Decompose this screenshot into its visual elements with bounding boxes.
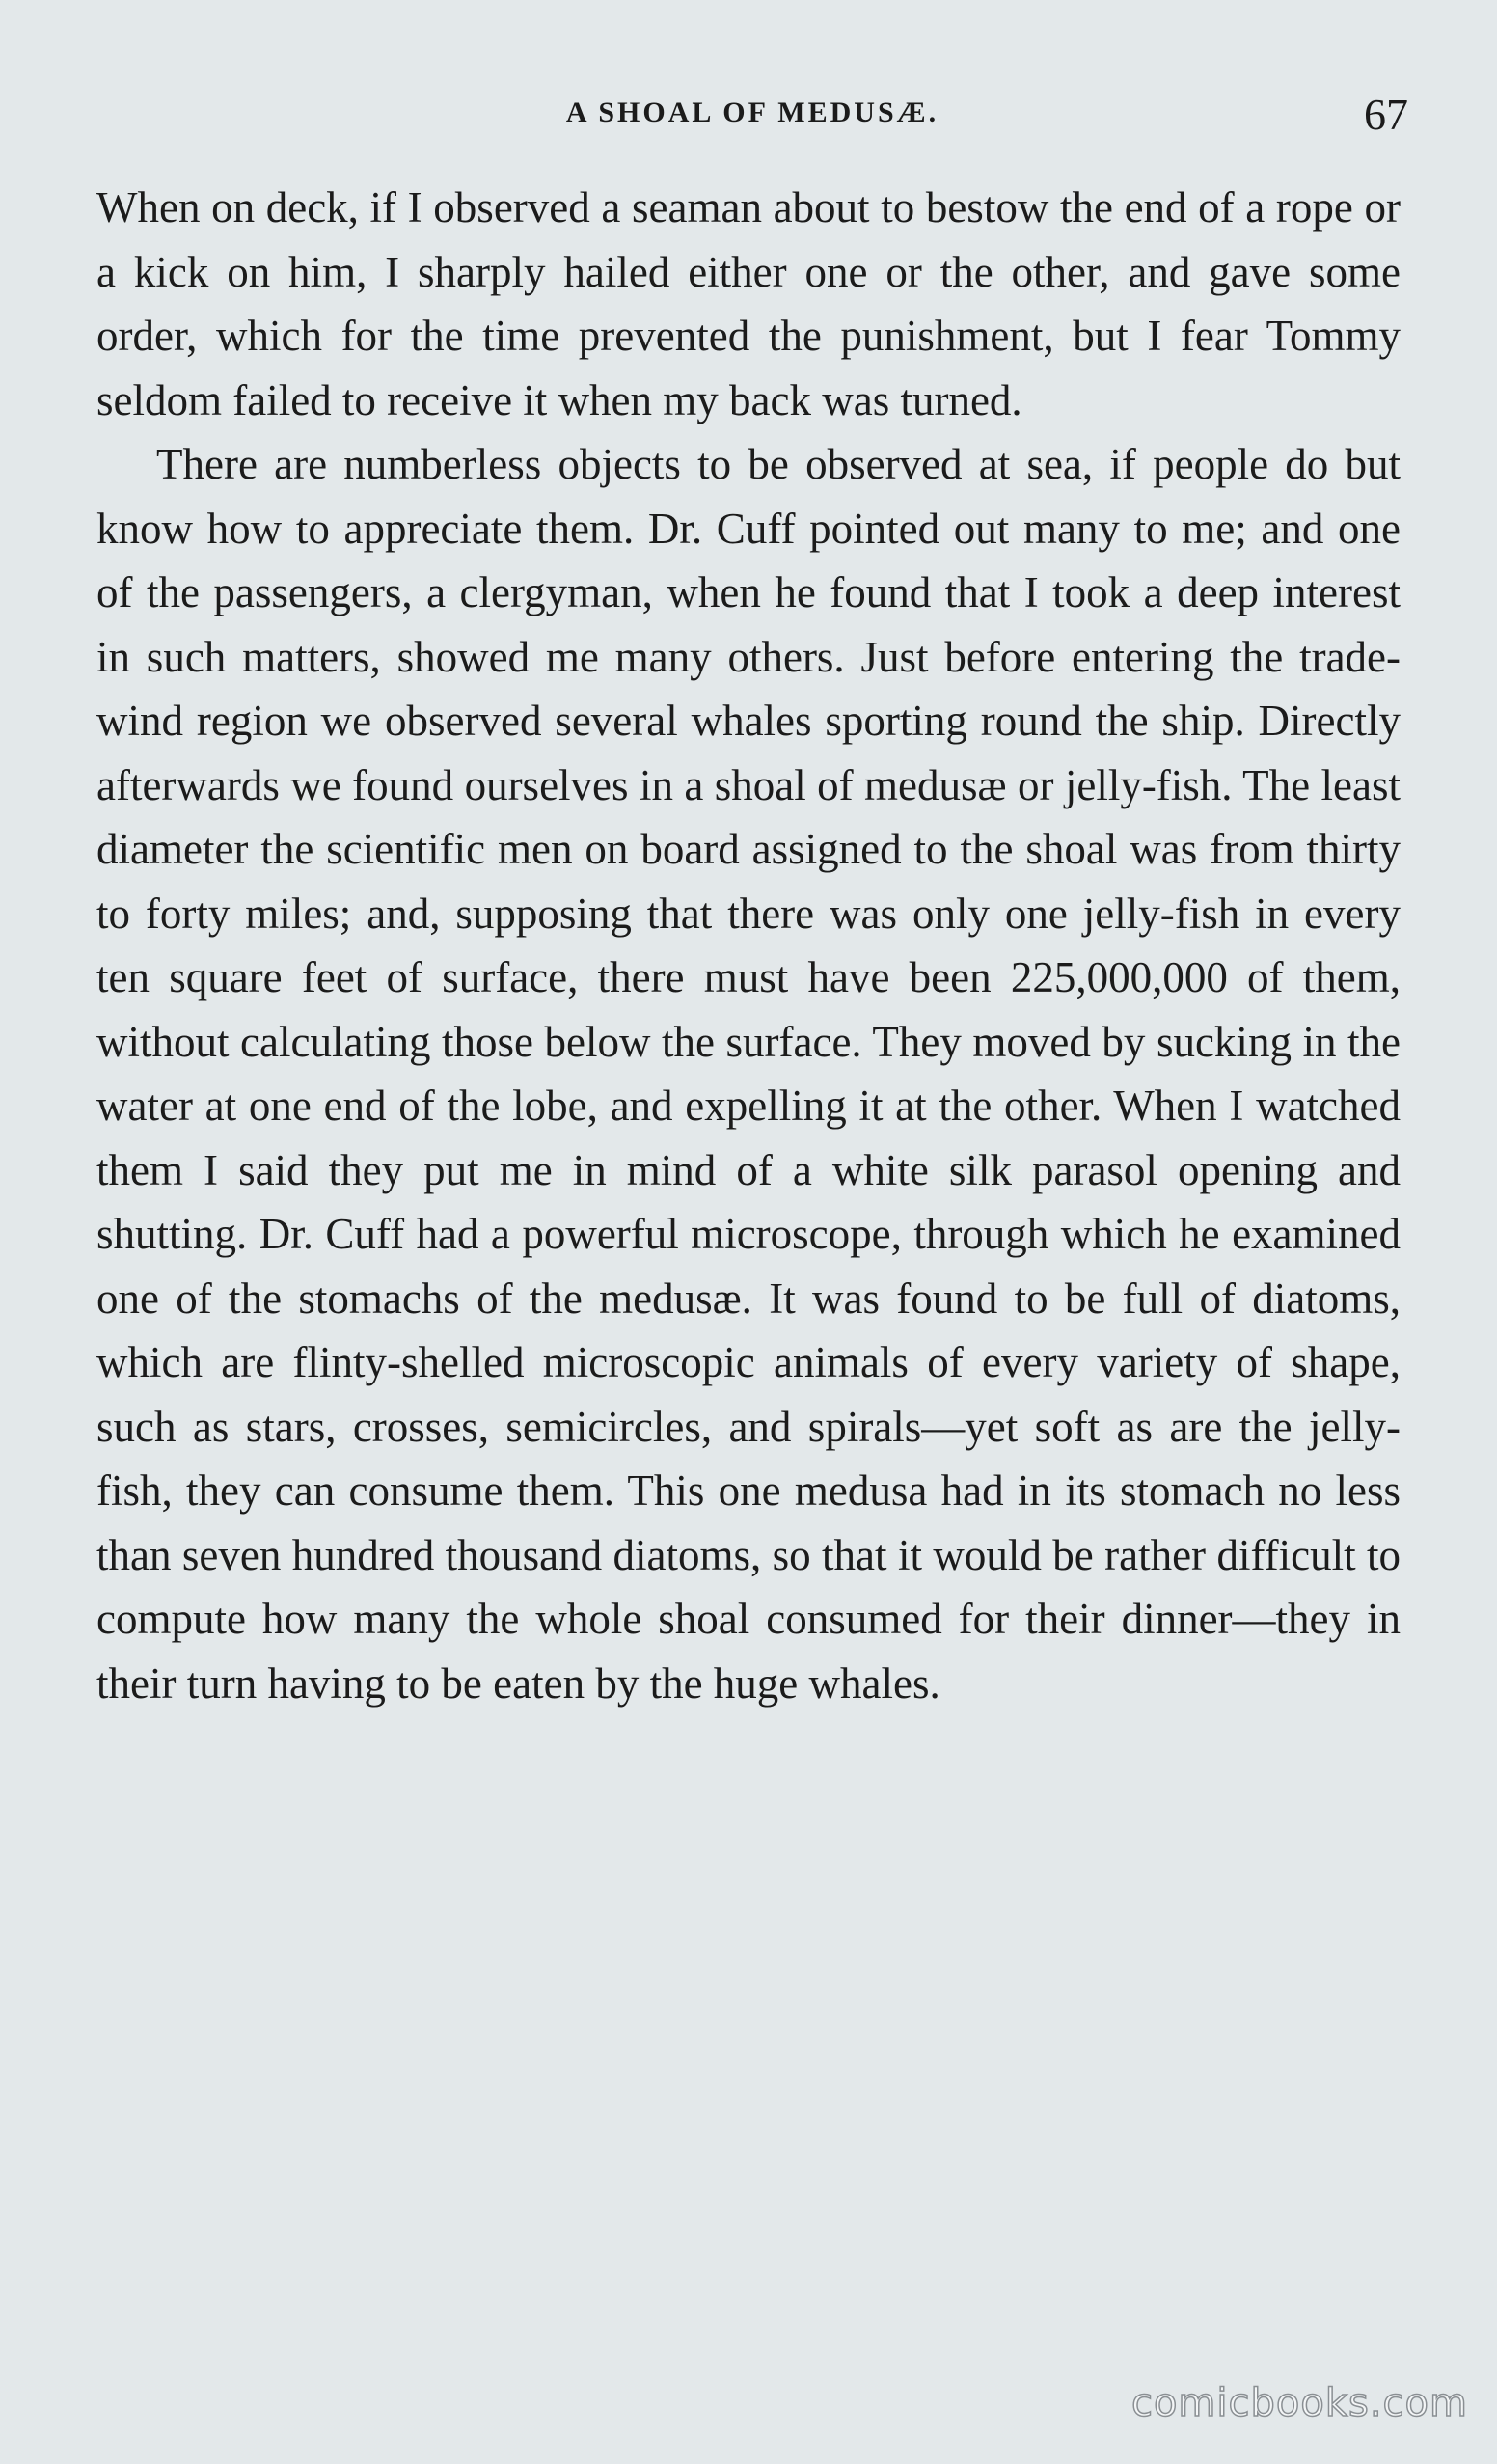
running-head [96, 89, 1408, 147]
body-text [96, 176, 1401, 1715]
running-title: A SHOAL OF MEDUSÆ. [565, 96, 939, 128]
paragraph-2: There are numberless objects to be observed at sea, if people do but know how to appreciate them. Dr. Cuff pointed out many to me; and one of the passengers, a clergyman, when he found that I took a deep interest in such matters, showed me many others. Just before entering the trade-wind region we observed several whales sporting round the ship. Directly afterwards we found ourselves in a shoal of medusæ or jelly-fish. The least diameter the scientific men on board assigned to the shoal was from thirty to forty miles; and, supposing that there was only one jelly-fish in every ten square feet of surface, there must have been 225,000,000 of them, without calculating those below the surface. They moved by sucking in the water at one end of the lobe, and expelling it at the other. When I watched them I said they put me in mind of a white silk parasol opening and shutting. Dr. Cuff had a powerful microscope, through which he examined one of the stomachs of the medusæ. It was found to be full of diatoms, which are flinty-shelled microscopic animals of every variety of shape, such as stars, crosses, semicircles, and spirals—yet soft as are the jelly-fish, they can consume them. This one medusa had in its stomach no less than seven hundred thousand diatoms, so that it would be rather difficult to compute how many the whole shoal consumed for their dinner—they in their turn having to be eaten by the huge whales. [96, 440, 1401, 1708]
paragraph-1: When on deck, if I observed a seaman about to bestow the end of a rope or a kick on him, I sharply hailed either one or the other, and gave some order, which for the time prevented the punishment, but I fear Tommy seldom failed to receive it when my back was turned. [96, 183, 1401, 424]
page-number: 67 [1364, 90, 1408, 139]
watermark-logo: comicbooks.com [1130, 2381, 1468, 2425]
